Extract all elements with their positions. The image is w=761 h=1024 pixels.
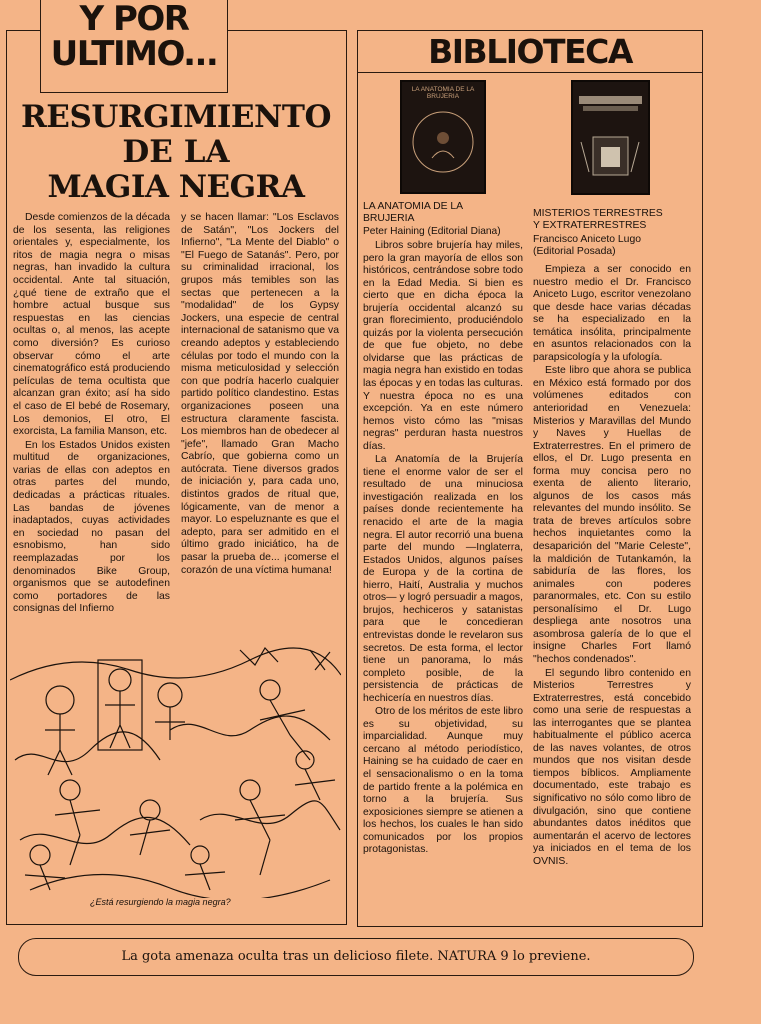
book2-author — [533, 234, 698, 258]
footer-text: La gota amenaza oculta tras un delicioso filete. NATURA 9 lo previene. — [121, 949, 591, 964]
book1-review — [363, 240, 523, 857]
section-header-line2: ULTIMO... — [50, 34, 218, 74]
review-paragraph: Este libro que ahora se publica en México está formado por dos volúmenes editados con anterioridad en Venezuela: Misterios y Maravillas del Mundo y Naves y Huellas de Extraterrestres. En el primero de ellos, el Dr. Lugo presenta en forma muy concisa pero no exenta de aliento literario, algunos de los casos más relevantes del mundo insólito. Se trata de breves artículos sobre hechos inquietantes como la desaparición del "Marie Celeste", la maldición de Tutankamón, la sabiduría de las flores, los animales con poderes paranormales, etc. Con su estilo personalísimo el Dr. Lugo despliega ante nosotros una asombrosa galería de lo que el insigne Charles Fort llamó "hechos condenados". — [533, 365, 691, 665]
section-header-box — [40, 0, 228, 93]
review-paragraph: Otro de los méritos de este libro es su objetividad, su imparcialidad. Aunque muy cercano al método periodístico, Haining se ha cuidado de caer en el sensacionalismo o en la toma de partido frente a la polémica en torno a la brujería. Sus exposiciones siempre se atienen a los hechos, los cuales le han sido comunicados por los propios protagonistas. — [363, 706, 523, 856]
review-paragraph: Libros sobre brujería hay miles, pero la gran mayoría de ellos son históricos, centrándose sobre todo en la Edad Media. Si bien es cierto que en dicha época la brujería occidental alcanzó su gran florecimiento, produciéndolo quizás por la violenta persecución de que fue objeto, no debe olvidarse que las prácticas de magia negra han existido en todas las épocas y en todas las culturas. Y nuestra época no es una excepción. Ya en este número hemos visto cómo las "misas negras" perduran hasta nuestros días. — [363, 240, 523, 452]
book2-author-line1: Francisco Aniceto Lugo — [533, 234, 642, 245]
book-cover-title: LA ANATOMIA DE LA BRUJERIA — [411, 86, 475, 100]
book2-title-line2: Y EXTRATERRESTRES — [533, 220, 647, 231]
section-header-line1: Y POR — [79, 0, 189, 39]
book2-review — [533, 264, 691, 868]
illustration-caption: ¿Está resurgiendo la magia negra? — [90, 897, 231, 907]
article-title-line3: MAGIA NEGRA — [47, 169, 305, 205]
book1-title-line2: BRUJERIA — [363, 213, 415, 224]
biblioteca-header: BIBLIOTECA — [428, 32, 632, 71]
article-title — [10, 100, 342, 205]
book2-title — [533, 208, 698, 232]
book-cover-art — [402, 100, 484, 180]
black-magic-illustration — [10, 640, 341, 898]
article-title-line2: DE LA — [122, 134, 230, 170]
review-paragraph: El segundo libro contenido en Misterios Terrestres y Extraterrestres, está concebido como una serie de respuestas a las interrogantes que se plantea habitualmente el público acerca de las naves volantes, de otros mundos que nos visitan desde tiempos bíblicos. Ampliamente documentado, este trabajo es significativo no sólo como libro de divulgación, sino que contiene abundantes datos inéditos que aumentarán el acervo de lectores ya iniciados en el tema de los OVNIS. — [533, 667, 691, 867]
book1-title-line1: LA ANATOMIA DE LA — [363, 201, 464, 212]
book2-author-line2: (Editorial Posada) — [533, 246, 616, 257]
review-paragraph: Empieza a ser conocido en nuestro medio el Dr. Francisco Aniceto Lugo, escritor venezolano que desde hace varias décadas se ha especializado en la temática insólita, principalmente en asuntos relacionados con la parapsicología y la ufología. — [533, 264, 691, 363]
book1-title — [363, 201, 533, 225]
header-divider — [358, 72, 702, 73]
article-paragraph: En los Estados Unidos existen multitud de organizaciones, varias de ellas con adeptos en otras partes del mundo, dedicadas a prácticas rituales. Las bandas de jóvenes inadaptados, cuyas actividades en sociedad no pasan del esnobismo, han sido reemplazadas por los denominados Bike Group, organismos que se autodefinen como portadores de las consignas del Infierno — [13, 439, 170, 615]
book-cover-anatomia — [400, 80, 486, 194]
article-column-1 — [13, 212, 170, 616]
book-cover-art — [573, 82, 648, 193]
footer-banner — [18, 938, 694, 976]
article-title-line1: RESURGIMIENTO — [21, 99, 331, 135]
book1-author: Peter Haining (Editorial Diana) — [363, 226, 501, 237]
review-paragraph: La Anatomía de la Brujería tiene el enorme valor de ser el resultado de una minuciosa investigación realizada en los países donde recientemente ha renacido el arte de la magia negra. El autor recorrió una buena parte del mundo —Inglaterra, Estados Unidos, algunos países de Europa y de la cortina de hierro, Haití, Australia y muchos otros— y logró persuadir a magos, brujos, hechiceros y satanistas para que le concedieran entrevistas donde le revelaron sus secretos. De esta forma, el lector tiene un panorama, lo más completo posible, de la persistencia de prácticas de hechicería en nuestros días. — [363, 454, 523, 704]
book-cover-misterios — [571, 80, 650, 195]
article-paragraph: Desde comienzos de la década de los sesenta, las religiones orientales y, especialmente, los ritos de magia negra o misas negras, han invadido la cultura occidental. Ante tal situación, ¿qué tiene de extraño que el hombre actual busque sus respuestas en las ciencias ocultas o, al menos, las acepte como diversión? Es curioso observar cómo el arte cinematográfico está produciendo películas de tema ocultista que alcanzan gran éxito; así ha sido el caso de El bebé de Rosemary, Los demonios, El otro, El exorcista, La familia Manson, etc. — [13, 212, 170, 438]
book2-title-line1: MISTERIOS TERRESTRES — [533, 208, 663, 219]
article-paragraph: y se hacen llamar: "Los Esclavos de Satán", "Los Jockers del Infierno", "La Mente del Diablo" o "El Fuego de Satanás". Pero, por su criminalidad irracional, los grupos más temibles son las sectas que pertenecen a la "modalidad" de los Gypsy Jockers, una especie de central internacional de satanismo que va creando adeptos y estableciendo células por todo el mundo con la misma meticulosidad y selección con que podría hacerlo cualquier partido político clandestino. Estas organizaciones poseen una estructura claramente fascista. Los miembros han de obedecer al "jefe", llamado Gran Macho Cabrío, que gobierna como un autócrata. Tiene diversos grados de iniciación y, para cada uno, distintos grados de ritual que, lógicamente, van de menor a mayor. Lo espeluznante es que el adepto, para ser admitido en el último grado iniciático, ha de pasar la prueba de... ¡comerse el corazón de una víctima humana! — [181, 212, 339, 576]
article-column-2 — [181, 212, 339, 577]
